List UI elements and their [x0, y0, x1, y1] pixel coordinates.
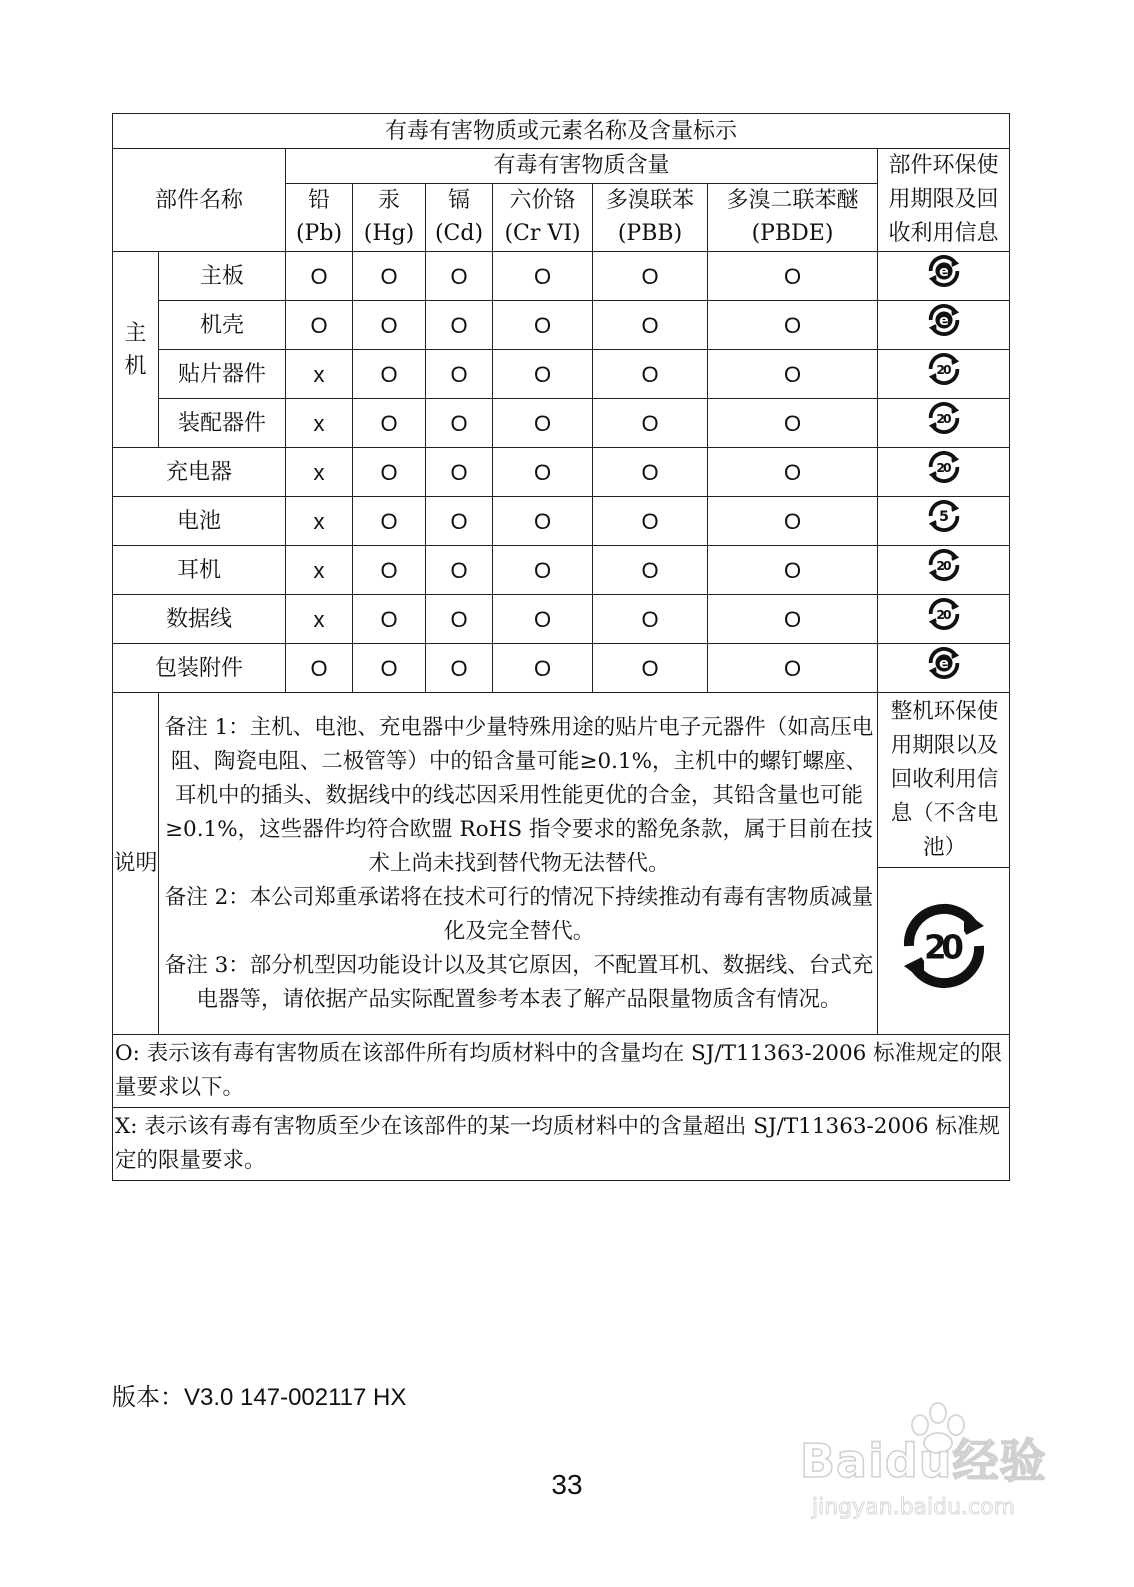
element-header-1: [353, 183, 426, 251]
element-symbol: (Cr VI): [504, 221, 581, 247]
substance-value: O: [708, 448, 878, 497]
substance-value: O: [286, 301, 353, 350]
substance-value: O: [426, 644, 493, 693]
svg-text:e: e: [938, 655, 949, 672]
substance-value: O: [593, 399, 708, 448]
element-symbol: (Pb): [295, 221, 343, 247]
part-name: 贴片器件: [159, 350, 286, 399]
substance-value: O: [708, 399, 878, 448]
element-name: 六价铬: [509, 188, 576, 214]
substance-value: O: [286, 644, 353, 693]
note-3: 备注 3：部分机型因功能设计以及其它原因，不配置耳机、数据线、台式充电器等，请依据产品实际配置参考本表了解产品限量物质含有情况。: [164, 952, 874, 1012]
eco-icon-cell: [878, 497, 1010, 546]
version-label: 版本：V3.0 147-002117 HX: [112, 1384, 407, 1411]
svg-text:20: 20: [935, 607, 952, 622]
substance-value: O: [593, 448, 708, 497]
eco-period-5-icon: [925, 497, 963, 535]
content-header: 有毒有害物质含量: [286, 149, 878, 184]
table-row: [113, 595, 1010, 644]
part-name: 机壳: [159, 301, 286, 350]
notes-body: [159, 693, 878, 1035]
table-row: [113, 399, 1010, 448]
substance-value: O: [708, 644, 878, 693]
svg-text:e: e: [938, 263, 949, 280]
eco-icon-cell: [878, 595, 1010, 644]
legend-o: O: 表示该有毒有害物质在该部件所有均质材料中的含量均在 SJ/T11363-2006 标准规定的限量要求以下。: [113, 1035, 1010, 1108]
substance-value: O: [708, 301, 878, 350]
eco-icon-cell: [878, 350, 1010, 399]
substance-value: O: [426, 399, 493, 448]
eco-header: 部件环保使用期限及回收利用信息: [878, 149, 1010, 252]
table-title: 有毒有害物质或元素名称及含量标示: [113, 114, 1010, 149]
substance-value: O: [493, 252, 593, 301]
substance-value: O: [708, 595, 878, 644]
legend-x: X: 表示该有毒有害物质至少在该部件的某一均质材料中的含量超出 SJ/T11363-2006 标准规定的限量要求。: [113, 1108, 1010, 1181]
substance-value: O: [708, 350, 878, 399]
substance-value: x: [286, 350, 353, 399]
part-name: 耳机: [113, 546, 286, 595]
substance-value: O: [353, 399, 426, 448]
eco-icon-cell: [878, 448, 1010, 497]
substance-value: O: [493, 497, 593, 546]
substance-value: O: [353, 448, 426, 497]
eco-period-20-icon: [925, 350, 963, 388]
substance-value: O: [593, 350, 708, 399]
host-group-label: 主 机: [113, 252, 159, 448]
svg-text:20: 20: [935, 411, 952, 426]
element-symbol: (Hg): [363, 221, 415, 247]
element-symbol: (Cd): [434, 221, 484, 247]
svg-text:20: 20: [923, 928, 964, 967]
element-header-2: [426, 183, 493, 251]
substance-value: O: [493, 595, 593, 644]
substance-value: x: [286, 595, 353, 644]
svg-text:20: 20: [935, 558, 952, 573]
eco-recyclable-e-icon: [925, 644, 963, 682]
element-name: 镉: [447, 188, 470, 214]
svg-text:20: 20: [935, 362, 952, 377]
substance-value: O: [593, 644, 708, 693]
eco-period-20-icon: [925, 546, 963, 584]
substance-value: O: [593, 546, 708, 595]
substance-value: O: [353, 595, 426, 644]
substance-value: O: [593, 252, 708, 301]
element-name: 汞: [377, 188, 400, 214]
substance-value: O: [493, 301, 593, 350]
note-2: 备注 2：本公司郑重承诺将在技术可行的情况下持续推动有毒有害物质减量化及完全替代。: [164, 884, 874, 944]
substance-value: O: [426, 497, 493, 546]
substance-value: O: [426, 301, 493, 350]
substance-value: O: [493, 399, 593, 448]
table-row: [113, 350, 1010, 399]
baidu-watermark: [790, 1395, 1060, 1545]
eco-period-20-icon: [925, 595, 963, 633]
substance-value: O: [353, 350, 426, 399]
element-header-0: [286, 183, 353, 251]
element-symbol: (PBDE): [751, 221, 834, 247]
substance-value: O: [708, 252, 878, 301]
eco-recyclable-e-icon: [925, 301, 963, 339]
element-name: 多溴二联苯醚: [726, 188, 859, 214]
substance-value: O: [353, 644, 426, 693]
element-name: 多溴联苯: [605, 188, 694, 214]
page-number: 33: [551, 1469, 583, 1500]
svg-text:e: e: [938, 312, 949, 329]
watermark-sub: jingyan.baidu.com: [812, 1495, 1016, 1520]
eco-icon-cell: [878, 252, 1010, 301]
substance-value: O: [286, 252, 353, 301]
watermark-main: Baidu经验: [800, 1434, 1047, 1488]
substance-value: x: [286, 546, 353, 595]
note-1: 备注 1：主机、电池、充电器中少量特殊用途的贴片电子元器件（如高压电阻、陶瓷电阻、二极管等）中的铅含量可能≥0.1%，主机中的螺钉螺座、耳机中的插头、数据线中的线芯因采用性能更优的合金，其铅含量也可能≥0.1%，这些器件均符合欧盟 RoHS 指令要求的豁免条款，属于目前在技术上尚未找到替代物无法替代。: [164, 714, 874, 876]
eco-icon-cell: [878, 399, 1010, 448]
part-name: 充电器: [113, 448, 286, 497]
device-eco-icon-cell: [878, 868, 1010, 1035]
substance-value: O: [353, 546, 426, 595]
part-name: 装配器件: [159, 399, 286, 448]
element-symbol: (PBB): [617, 221, 683, 247]
table-row: [113, 448, 1010, 497]
part-name: 电池: [113, 497, 286, 546]
substance-value: x: [286, 448, 353, 497]
substance-value: O: [493, 546, 593, 595]
substance-value: x: [286, 399, 353, 448]
element-name: 铅: [307, 188, 330, 214]
table-row: [113, 546, 1010, 595]
table-row: [113, 301, 1010, 350]
part-name: 包装附件: [113, 644, 286, 693]
eco-icon-cell: [878, 301, 1010, 350]
element-header-3: [493, 183, 593, 251]
substance-value: O: [353, 301, 426, 350]
substance-value: O: [426, 546, 493, 595]
eco-period-20-icon: [894, 896, 994, 996]
substance-value: O: [426, 252, 493, 301]
substance-value: O: [593, 497, 708, 546]
element-header-5: [708, 183, 878, 251]
substance-value: O: [353, 497, 426, 546]
device-eco-text: 整机环保使用期限以及回收利用信息（不含电池）: [878, 693, 1010, 868]
substance-value: O: [708, 546, 878, 595]
notes-label: 说明: [113, 693, 159, 1035]
eco-period-20-icon: [925, 448, 963, 486]
substance-value: O: [593, 595, 708, 644]
part-name: 数据线: [113, 595, 286, 644]
table-row: [113, 252, 1010, 301]
table-row: [113, 644, 1010, 693]
eco-period-20-icon: [925, 399, 963, 437]
substance-value: O: [426, 448, 493, 497]
eco-period-20-icon: [894, 896, 994, 1006]
svg-text:5: 5: [938, 508, 949, 525]
substance-value: O: [708, 497, 878, 546]
hazardous-substance-table: [112, 113, 1010, 1181]
eco-recyclable-e-icon: [925, 252, 963, 290]
substance-value: O: [493, 350, 593, 399]
substance-value: O: [426, 595, 493, 644]
substance-value: O: [426, 350, 493, 399]
substance-value: x: [286, 497, 353, 546]
eco-icon-cell: [878, 546, 1010, 595]
substance-value: O: [493, 448, 593, 497]
element-header-4: [593, 183, 708, 251]
table-row: [113, 497, 1010, 546]
substance-value: O: [593, 301, 708, 350]
part-name: 主板: [159, 252, 286, 301]
eco-icon-cell: [878, 644, 1010, 693]
part-name-header: 部件名称: [113, 149, 286, 252]
substance-value: O: [353, 252, 426, 301]
svg-text:20: 20: [935, 460, 952, 475]
substance-value: O: [493, 644, 593, 693]
